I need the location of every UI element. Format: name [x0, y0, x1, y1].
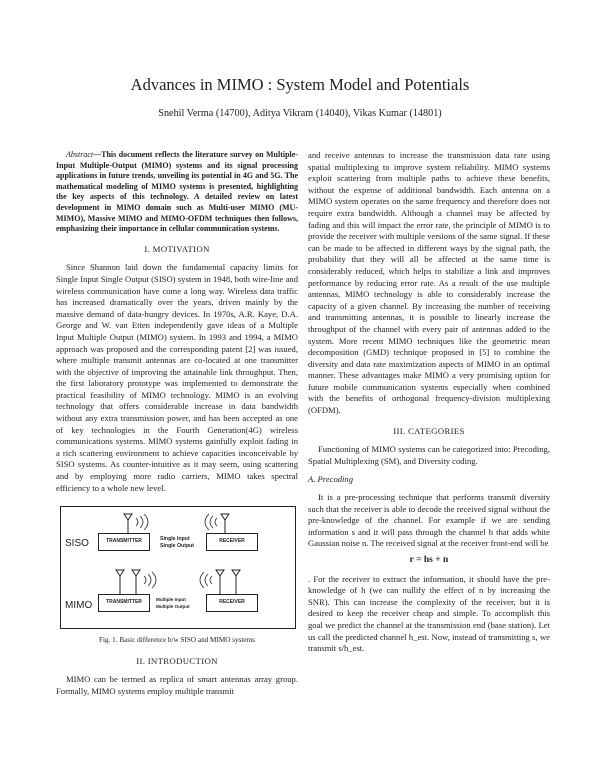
figure-frame [60, 506, 296, 629]
equation-received-signal: r = hs + n [409, 555, 449, 565]
section-heading-introduction: II. INTRODUCTION [136, 655, 218, 666]
section-heading-categories: III. CATEGORIES [393, 425, 465, 436]
right-column [308, 150, 550, 655]
siso-transmitter-box: TRANSMITTER [98, 533, 150, 551]
subsection-heading-precoding: A. Precoding [308, 474, 354, 485]
mimo-transmitter-box: TRANSMITTER [98, 594, 150, 612]
introduction-paragraph-continued: and receive antennas to increase the transmission data rate using spatial multiplexing to improve system reliability. MIMO systems exploit scattering from multiple paths to achieve these benefits, without the expense of additional bandwidth. Each antenna on a MIMO system operates on the same frequency and therefore does not require extra bandwidth. Although a channel may be affected by fading and this will impact the error rate, the principle of MIMO is to provide the receiver with multiple versions of the same signal. If these can be made to be affected in different ways by the signal path, the probability that they will all be affected at the same time is considerably reduced, which helps to stabilize a link and improves performance by reducing error rate. As a result of the use multiple antennas, MIMO technology is able to considerably increase the capacity of a given channel. By increasing the number of receiving and transmitting antennas, it is possible to linearly increase the throughput of the channel with every pair of antennas added to the system. More recent MIMO techniques like the geometric mean decomposition (GMD) technique proposed in [5] to combine the diversity and data rate maximization aspects of MIMO in an optimal manner. These advantages make MIMO a very promising option for future mobile communication systems especially when combined with the benefits of orthogonal frequency-division multiplexing (OFDM). [308, 150, 550, 416]
motivation-paragraph: Since Shannon laid down the fundamental capacity limits for Single Input Single Output (SISO) system in 1948, both wire-line and wireless communication have come a long way. Wireless data traffic has increased dramatically over the years, driven mainly by the massive demand of data-hungry devices. In 1970s, A.R. Kaye, D.A. George and W. van Etten independently gave ideas of a Multiple Input Multiple Output (MIMO) system. In 1993 and 1994, a MIMO approach was proposed and the corresponding patent [2] was issued, where multiple transmit antennas are co-located at one transmitter with the objective of improving the attainable link throughput. Then, the first laboratory prototype was implemented to demonstrate the practical feasibility of MIMO technology. MIMO is an evolving technology that offers considerable increase in data bandwidth without any extra transmission power, and has been accepted as one of key technologies in the Fourth Generation(4G) wireless communications systems. MIMO systems gainfully exploit fading in a rich scattering environment to achieve capacities inconceivable by SISO systems. As counter-intuitive as it may seem, using scattering and by employing more radio carriers, MIMO takes spectral efficiency to a whole new level. [56, 262, 298, 493]
figure-siso-mimo [60, 506, 296, 629]
mimo-label: MIMO [65, 600, 93, 612]
categories-paragraph: Functioning of MIMO systems can be categorized into: Precoding, Spatial Multiplexing (SM), and Diversity coding. [308, 444, 550, 466]
siso-receiver-box: RECEIVER [206, 533, 258, 551]
precoding-paragraph-1: It is a pre-processing technique that performs transmit diversity such that the receiver is able to decode the received signal without the pre-knowledge of the channel. For example if we are sending information s and it will pass through the channel h that adds white Gaussian noise n. The received signal at the receiver front-end will be [308, 492, 550, 549]
precoding-paragraph-2: . For the receiver to extract the information, it should have the pre-knowledge of h (we can nullify the effect of n by increasing the SNR). This can increase the complexity of the receiver, but it is desired to keep the receiver cheap and simple. To accomplish this goal we predict the channel at the transmission end (base station). Let us call the predicted channel h_est. Now, instead of transmitting s, we transmit s/h_est. [308, 573, 550, 654]
paper-title: Advances in MIMO : System Model and Potentials [130, 75, 470, 94]
mimo-receiver-box: RECEIVER [206, 594, 258, 612]
abstract-text: —This document reflects the literature survey on Multiple-Input Multiple-Output (MIMO) systems and its signal processing applications in future trends, unveiling its potential in 4G and 5G. The mathematical modeling of MIMO systems is presented, highlighting the key aspects of this technology. A detailed review on latest development in MIMO domain such as Multi-user MIMO (MU-MIMO), Massive MIMO and MIMO-OFDM techniques then follows, emphasizing their importance in cellular communication systems. [56, 150, 298, 234]
siso-desc-line1: Single Input [160, 536, 190, 543]
left-column [56, 150, 298, 698]
siso-desc-line2: Single Output [160, 543, 195, 550]
abstract [56, 150, 298, 235]
section-heading-motivation: I. MOTIVATION [144, 243, 210, 254]
figure-caption: Fig. 1. Basic difference b/w SISO and MIMO systems [99, 636, 255, 645]
mimo-desc-line2: Multiple Output [156, 604, 190, 610]
abstract-label: Abstract [66, 150, 94, 159]
author-list: Snehil Verma (14700), Aditya Vikram (14040), Vikas Kumar (14801) [158, 108, 442, 119]
introduction-paragraph-start: MIMO can be termed as replica of smart antennas array group. Formally, MIMO systems employ multiple transmit [56, 674, 298, 696]
mimo-desc-line1: Multiple Input [156, 597, 186, 603]
siso-label: SISO [65, 538, 89, 550]
